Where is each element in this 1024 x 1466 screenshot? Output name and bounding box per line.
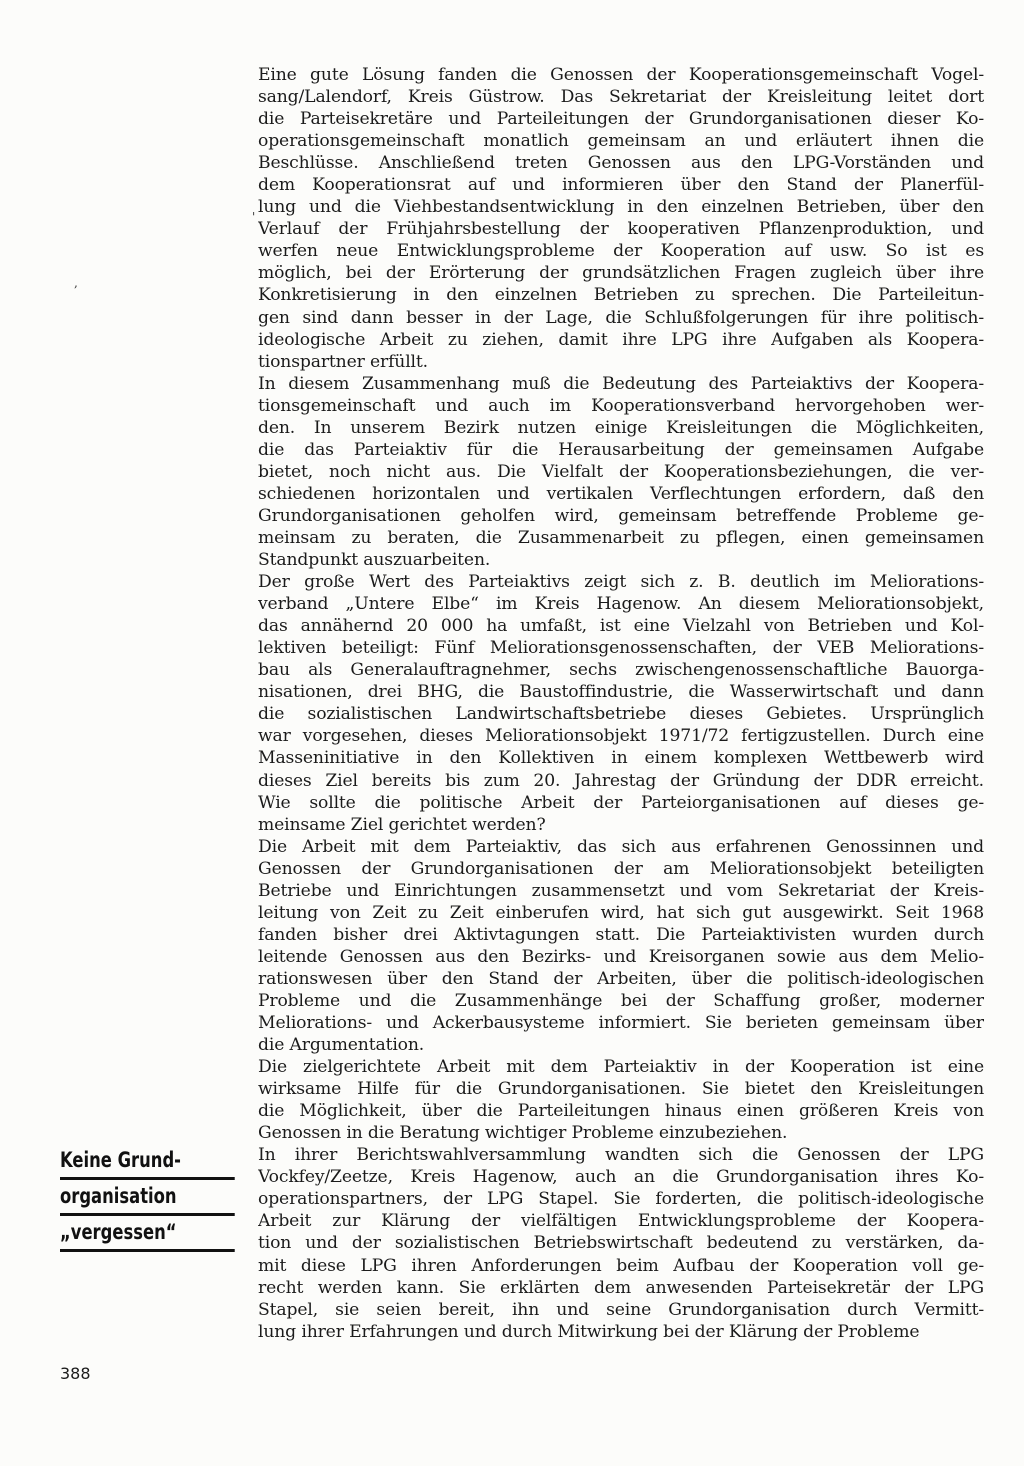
text-line: verband „Untere Elbe“ im Kreis Hagenow. An diesem Meliorationsobjekt, <box>258 594 984 615</box>
margin-heading-line: organisation <box>60 1184 235 1216</box>
text-line: Die Arbeit mit dem Parteiaktiv, das sich aus erfahrenen Genossinnen und <box>258 836 984 857</box>
text-line: Verlauf der Frühjahrsbestellung der kooperativen Pflanzenproduktion, und <box>258 219 984 240</box>
text-line: Genossen in die Beratung wichtiger Probleme einzubeziehen. <box>258 1123 788 1144</box>
text-line: mit diese LPG ihren Anforderungen beim Aufbau der Kooperation voll ge- <box>258 1255 984 1276</box>
text-line: werfen neue Entwicklungsprobleme der Kooperation auf usw. So ist es <box>258 241 984 262</box>
text-line: den. In unserem Bezirk nutzen einige Kreisleitungen die Möglichkeiten, <box>258 417 984 438</box>
margin-heading-line: Keine Grund- <box>60 1148 235 1180</box>
text-line: tionspartner erfüllt. <box>258 351 428 372</box>
paragraph <box>258 1144 984 1342</box>
text-line: die sozialistischen Landwirtschaftsbetriebe dieses Gebietes. Ursprünglich <box>258 704 984 725</box>
page-number: 388 <box>60 1364 91 1383</box>
text-line: die Argumentation. <box>258 1035 425 1056</box>
paragraph <box>258 1056 984 1144</box>
text-line: Wie sollte die politische Arbeit der Parteiorganisationen auf dieses ge- <box>258 792 984 813</box>
paragraph <box>258 64 984 373</box>
text-line: In ihrer Berichtswahlversammlung wandten sich die Genossen der LPG <box>258 1145 984 1166</box>
text-line: operationspartners, der LPG Stapel. Sie forderten, die politisch-ideologische <box>258 1189 984 1210</box>
text-line: Arbeit zur Klärung der vielfältigen Entwicklungsprobleme der Koopera- <box>258 1211 984 1232</box>
paragraph <box>258 836 984 1056</box>
body-text-column <box>258 64 984 1343</box>
margin-heading <box>60 1148 197 1256</box>
text-line: dem Kooperationsrat auf und informieren über den Stand der Planerfül- <box>258 175 984 196</box>
text-line: wirksame Hilfe für die Grundorganisationen. Sie bietet den Kreisleitungen <box>258 1079 984 1100</box>
text-line: Masseninitiative in den Kollektiven in einem komplexen Wettbewerb wird <box>258 748 984 769</box>
text-line: bau als Generalauftragnehmer, sechs zwischengenossenschaftliche Bauorga- <box>258 660 984 681</box>
text-line: nisationen, drei BHG, die Baustoffindustrie, die Wasserwirtschaft und dann <box>258 682 984 703</box>
text-line: lung ihrer Erfahrungen und durch Mitwirkung bei der Klärung der Probleme <box>258 1321 920 1342</box>
text-line: Genossen der Grundorganisationen der am Meliorationsobjekt beteiligten <box>258 858 984 879</box>
text-line: bietet, noch nicht aus. Die Vielfalt der Kooperationsbeziehungen, die ver- <box>258 461 984 482</box>
text-line: ideologische Arbeit zu ziehen, damit ihre LPG ihre Aufgaben als Koopera- <box>258 329 984 350</box>
text-line: Grundorganisationen geholfen wird, gemeinsam betreffende Probleme ge- <box>258 505 984 526</box>
text-line: sang/Lalendorf, Kreis Güstrow. Das Sekretariat der Kreisleitung leitet dort <box>258 87 984 108</box>
margin-heading-line: „vergessen“ <box>60 1220 235 1252</box>
text-line: meinsame Ziel gerichtet werden? <box>258 814 546 835</box>
text-line: möglich, bei der Erörterung der grundsätzlichen Fragen zugleich über ihre <box>258 263 984 284</box>
text-line: Meliorations- und Ackerbausysteme informiert. Sie berieten gemeinsam über <box>258 1013 984 1034</box>
text-line: leitung von Zeit zu Zeit einberufen wird, hat sich gut ausgewirkt. Seit 1968 <box>258 902 984 923</box>
text-line: Die zielgerichtete Arbeit mit dem Parteiaktiv in der Kooperation ist eine <box>258 1057 984 1078</box>
text-line: In diesem Zusammenhang muß die Bedeutung des Parteiaktivs der Koopera- <box>258 373 984 394</box>
text-line: Konkretisierung in den einzelnen Betrieben zu sprechen. Die Parteileitun- <box>258 285 984 306</box>
text-line: rationswesen über den Stand der Arbeiten, über die politisch-ideologischen <box>258 968 984 989</box>
text-line: Der große Wert des Parteiaktivs zeigt sich z. B. deutlich im Meliorations- <box>258 572 984 593</box>
text-line: dieses Ziel bereits bis zum 20. Jahrestag der Gründung der DDR erreicht. <box>258 770 984 791</box>
paragraph <box>258 571 984 836</box>
text-line: Vockfey/Zeetze, Kreis Hagenow, auch an die Grundorganisation ihres Ko- <box>258 1167 984 1188</box>
text-line: das annähernd 20 000 ha umfaßt, ist eine Vielzahl von Betrieben und Kol- <box>258 616 984 637</box>
text-line: die Möglichkeit, über die Parteileitungen hinaus einen größeren Kreis von <box>258 1101 984 1122</box>
margin-mark: , <box>74 276 78 290</box>
text-line: schiedenen horizontalen und vertikalen Verflechtungen erfordern, daß den <box>258 483 984 504</box>
text-line: Stapel, sie seien bereit, ihn und seine Grundorganisation durch Vermitt- <box>258 1299 984 1320</box>
text-line: war vorgesehen, dieses Meliorationsobjekt 1971/72 fertigzustellen. Durch eine <box>258 726 984 747</box>
text-line: Beschlüsse. Anschließend treten Genossen aus den LPG-Vorständen und <box>258 153 984 174</box>
text-line: Eine gute Lösung fanden die Genossen der Kooperationsgemeinschaft Vogel- <box>258 65 984 85</box>
text-line: die das Parteiaktiv für die Herausarbeitung der gemeinsamen Aufgabe <box>258 439 984 460</box>
text-line: die Parteisekretäre und Parteileitungen der Grundorganisationen dieser Ko- <box>258 109 984 130</box>
text-line: tion und der sozialistischen Betriebswirtschaft bedeutend zu verstärken, da- <box>258 1233 984 1254</box>
text-line: Standpunkt auszuarbeiten. <box>258 550 491 571</box>
margin-mark: ' <box>252 210 256 224</box>
text-line: tionsgemeinschaft und auch im Kooperationsverband hervorgehoben wer- <box>258 395 984 416</box>
text-line: lektiven beteiligt: Fünf Meliorationsgenossenschaften, der VEB Meliorations- <box>258 638 984 659</box>
text-line: lung und die Viehbestandsentwicklung in den einzelnen Betrieben, über den <box>258 197 984 218</box>
text-line: recht werden kann. Sie erklärten dem anwesenden Parteisekretär der LPG <box>258 1277 984 1298</box>
text-line: leitende Genossen aus den Bezirks- und Kreisorganen sowie aus dem Melio- <box>258 946 984 967</box>
text-line: operationsgemeinschaft monatlich gemeinsam an und erläutert ihnen die <box>258 131 984 152</box>
text-line: meinsam zu beraten, die Zusammenarbeit zu pflegen, einen gemeinsamen <box>258 527 984 548</box>
text-line: fanden bisher drei Aktivtagungen statt. Die Parteiaktivisten wurden durch <box>258 924 984 945</box>
paragraph <box>258 373 984 571</box>
text-line: gen sind dann besser in der Lage, die Schlußfolgerungen für ihre politisch- <box>258 307 984 328</box>
text-line: Probleme und die Zusammenhänge bei der Schaffung großer, moderner <box>258 990 984 1011</box>
text-line: Betriebe und Einrichtungen zusammensetzt und vom Sekretariat der Kreis- <box>258 880 984 901</box>
